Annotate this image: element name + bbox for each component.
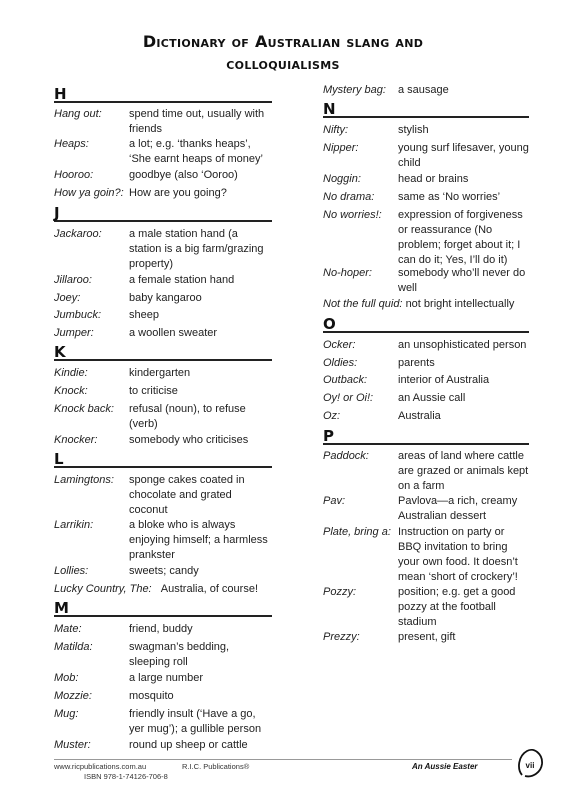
page-title (40, 31, 526, 75)
footer-divider (54, 759, 512, 760)
footer-book-title: An Aussie Easter (412, 762, 478, 771)
entry-not-the-full-quid: Not the full quid: not bright intellectually (323, 298, 515, 310)
page-number-badge (516, 748, 544, 778)
section-header-m: M (54, 597, 272, 617)
section-header-j: J (54, 202, 272, 222)
footer-isbn: ISBN 978-1-74126-706-8 (84, 772, 168, 781)
page-title-line-1: Dictionary of Australian slang and (142, 32, 424, 51)
footer-publisher: R.I.C. Publications® (182, 762, 250, 771)
section-header-l: L (54, 448, 272, 468)
section-header-k: K (54, 341, 272, 361)
section-header-h: H (54, 83, 272, 103)
section-header-p: P (323, 425, 529, 445)
page-number: vii (525, 761, 535, 770)
footer-website-link[interactable]: www.ricpublications.com.au (54, 762, 147, 771)
section-header-o: O (323, 313, 529, 333)
entry-lucky-country: Lucky Country, The: Australia, of course! (54, 583, 259, 595)
section-header-n: N (323, 98, 529, 118)
page-title-line-2: colloquialisms (226, 54, 340, 73)
